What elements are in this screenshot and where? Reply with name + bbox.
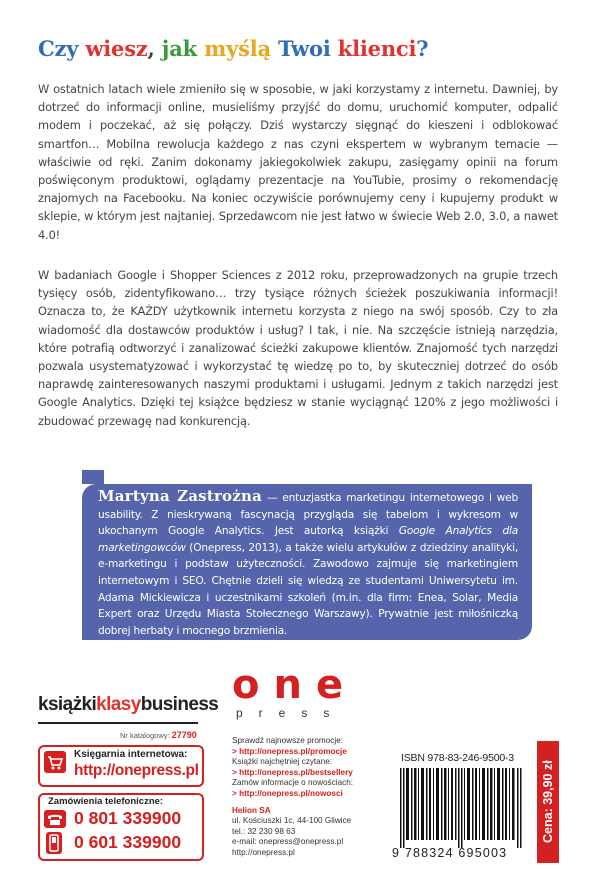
barcode — [396, 768, 526, 848]
info-line: Książki najchętniej czytane: — [232, 757, 333, 767]
publisher-info — [232, 736, 382, 859]
shopping-cart-icon — [44, 751, 66, 773]
catalog-value: 27790 — [171, 730, 197, 740]
publisher-name: Helion SA — [232, 805, 271, 815]
barcode-digits: 9 788324 695003 — [392, 846, 508, 860]
info-line: Zamów informacje o nowościach: — [232, 778, 354, 788]
author-bio-text: (Onepress, 2013), a także wielu artykułów z dziedziny analityki, e-marketingu i podstaw użyteczności. Zawodowo zajmuje się marketingiem internetowym i SEO. Chętnie dzieli się wiedzą ze studentami Uniwersytetu im. Adama Mickiewicza i uczestnikami szkoleń (m.in. dla firm: Enea, Solar, Media Expert oraz Urzędu Miasta Stołecznego Warszawy). Prywatnie jest miłośniczką dobrej herbaty i mocnego brzmienia. — [98, 541, 518, 637]
headline-word: klienci — [337, 36, 417, 61]
bestsellers-link[interactable]: > http://onepress.pl/bestsellery — [232, 767, 353, 777]
publisher-address: ul. Kościuszki 1c, 44-100 Gliwice — [232, 816, 352, 826]
info-line: Sprawdź najnowsze promocje: — [232, 736, 344, 745]
series-logo-part: business — [140, 694, 219, 715]
phone-number-mobile[interactable]: 0 601 339900 — [74, 832, 182, 852]
series-logo-part: klasy — [96, 694, 141, 715]
mobile-phone-icon — [46, 832, 62, 854]
onepress-logo: one — [232, 662, 358, 708]
online-shop-label: Księgarnia internetowa: — [74, 749, 188, 760]
headline-comma: , — [147, 36, 155, 61]
publisher-website: http://onepress.pl — [232, 847, 295, 857]
catalog-label: Nr katalogowy: — [120, 731, 170, 740]
series-logo — [38, 694, 218, 716]
publisher-phone: tel.: 32 230 98 63 — [232, 826, 296, 836]
author-bio-text: — entuzjastka marketingu internetowego i web usability. Z nieskrywaną fascynacją przygląda się tabelom i wykresom w ukochanym Google Analytics. Jest autorką książki — [98, 492, 518, 538]
headline-word: Twoi — [278, 36, 331, 61]
price-label: Cena: 39,90 zł — [541, 760, 555, 844]
headline-word: wiesz — [85, 36, 148, 61]
series-underline — [38, 722, 198, 724]
headline — [38, 36, 558, 61]
catalog-number — [120, 730, 197, 740]
body-paragraph-2: W badaniach Google i Shopper Sciences z 2012 roku, przeprowadzonych na grupie trzech tysięcy osób, zidentyfikowano… trzy tysiące różnych ścieżek poszukiwania informacji! Oznacza to, że KAŻDY użytkownik internetu korzysta z niego na swój sposób. Czy to zła wiadomość dla dostawców produktów i usług? I tak, i nie. Na szczęście istnieją narzędzia, które potrafią odtworzyć i zanalizować ścieżki zakupowe klientów. Znajomość tych narzędzi pozwala usystematyzować i wykorzystać tę wiedzę po to, by skuteczniej dotrzeć do osób naprawdę zainteresowanych naszymi produktami i usługami. Jednym z takich narzędzi jest Google Analytics. Dzięki tej książce będziesz w stanie wyciągnąć 120% z jego możliwości i zbudować przewagę nad konkurencją. — [38, 268, 558, 428]
phone-icon — [44, 810, 66, 828]
series-logo-part: książki — [38, 694, 97, 715]
promotions-link-text[interactable]: http://onepress.pl/promocje — [239, 746, 347, 756]
author-box-tab — [82, 470, 104, 484]
headline-word: jak — [161, 36, 197, 61]
author-bio — [98, 488, 518, 639]
phone-orders-label: Zamówienia telefoniczne: — [48, 796, 164, 807]
online-shop-link[interactable]: http://onepress.pl — [74, 762, 199, 779]
bestsellers-link-text[interactable]: http://onepress.pl/bestsellery — [239, 767, 353, 777]
news-link-text[interactable]: http://onepress.pl/nowosci — [239, 788, 343, 798]
publisher-email: e-mail: onepress@onepress.pl — [232, 837, 344, 847]
onepress-logo-subtitle: press — [236, 706, 346, 720]
headline-question-mark: ? — [416, 36, 429, 61]
author-book-title: Google Analytics dla marketingowców — [98, 525, 518, 554]
headline-word: Czy — [38, 36, 79, 61]
promotions-link[interactable]: > http://onepress.pl/promocje — [232, 746, 347, 756]
isbn: ISBN 978-83-246-9500-3 — [401, 752, 514, 764]
body-paragraph-1: W ostatnich latach wiele zmieniło się w sposobie, w jaki korzystamy z internetu. Dawniej, by dotrzeć do informacji online, musieliśmy przyjść do domu, uruchomić komputer, odpalić modem i poczekać, aż się połączy. Dziś wystarczy sięgnąć do kieszeni i odblokować smartfon… Mobilna rewolucja każdego z nas czyni ekspertem w wybranym temacie — właściwie od ręki. Zanim dokonamy jakiegokolwiek zakupu, zasięgamy opinii na forum poświęconym produktowi, oglądamy prezentacje na YouTubie, prosimy o rekomendację znajomych na Facebooku. Na koniec oczywiście porównujemy ceny i kupujemy produkt w sklepie, w którym jest najtaniej. Sprzedawcom nie jest łatwo w świecie Web 2.0, 3.0, a nawet 4.0! — [38, 82, 558, 242]
author-name: Martyna Zastrożna — [98, 487, 262, 505]
headline-word: myślą — [204, 36, 271, 61]
phone-number-landline[interactable]: 0 801 339900 — [74, 808, 182, 828]
news-link[interactable]: > http://onepress.pl/nowosci — [232, 788, 343, 798]
